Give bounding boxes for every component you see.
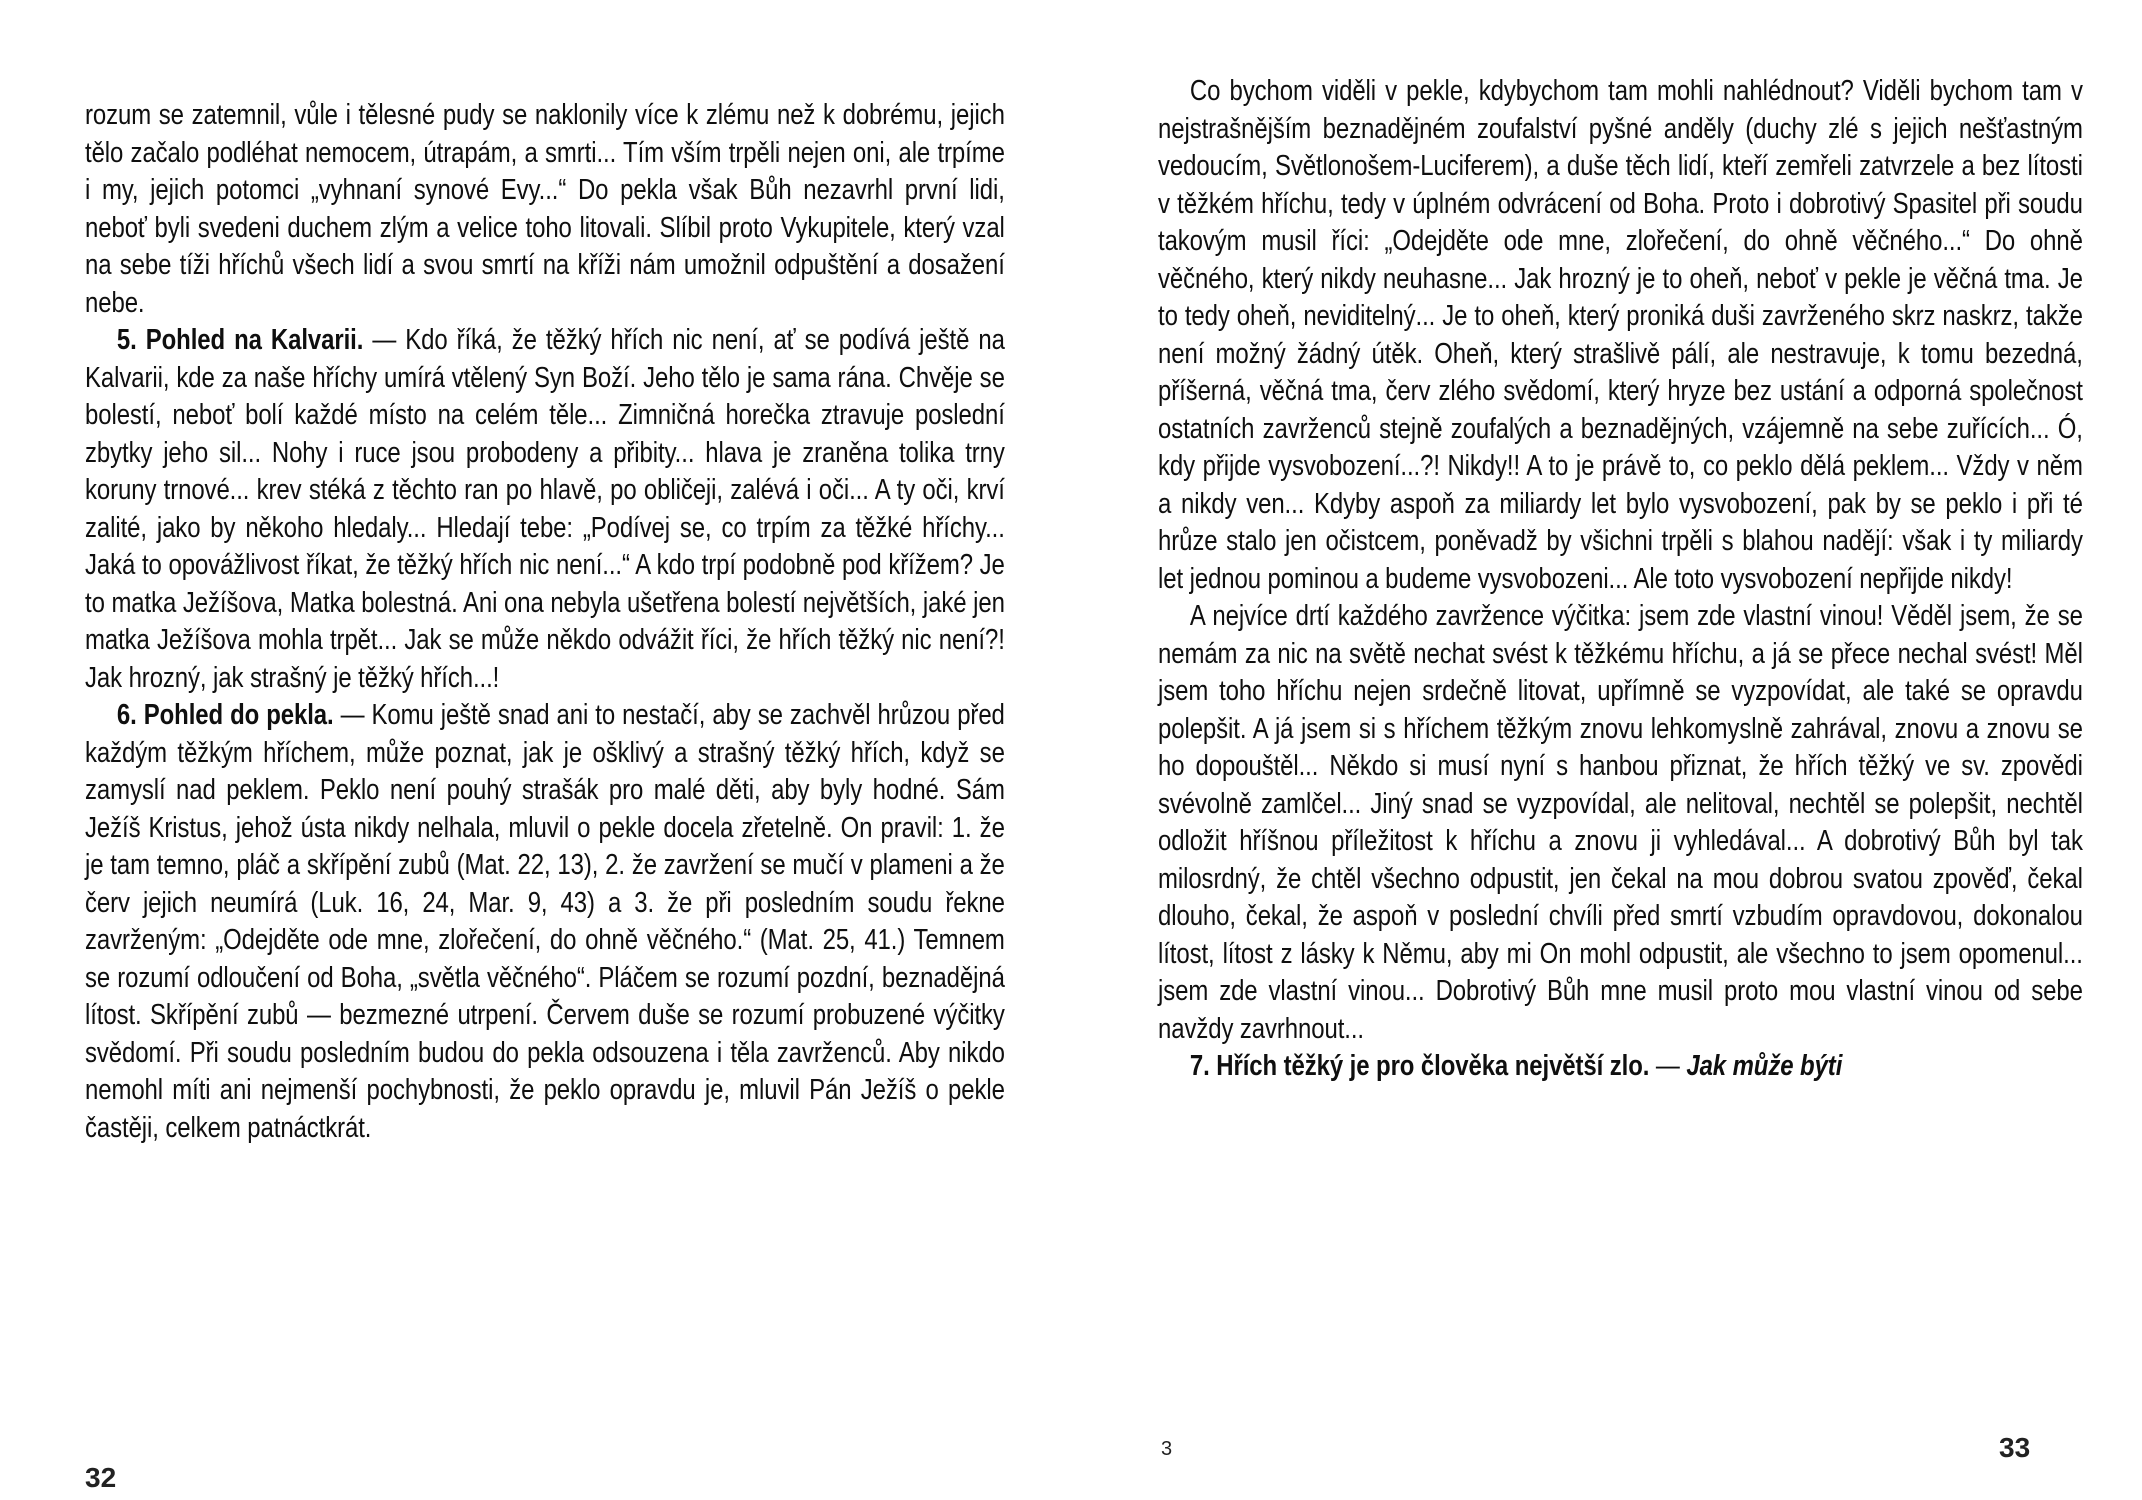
left-page-number: 32 xyxy=(85,1462,117,1493)
section-5-heading: 5. Pohled na Kalvarii. xyxy=(116,324,364,356)
section-6-text: — Komu ještě snad ani to nestačí, aby se zachvěl hrůzou před každým těžkým hříchem, může poznat, jak je ošklivý a strašný těžký hřích, když se zamyslí nad peklem. Peklo není pouhý strašák pro malé děti, aby byly hodné. Sám Ježíš Kristus, jehož ústa nikdy nelhala, mluvil o pekle docela zřetelně. On pravil: 1. že je tam temno, pláč a skřípění zubů (Mat. 22, 13), 2. že zavržení se mučí v plameni a že červ jejich neumírá (Luk. 16, 24, Mar. 9, 43) a 3. že při posledním soudu řekne zavrženým: „Odejděte ode mne, zlořečení, do ohně věčného.“ (Mat. 25, 41.) Temnem se rozumí odloučení od Boha, „světla věčného“. Pláčem se rozumí pozdní, beznadějná lítost. Skřípění zubů — bezmezné utrpení. Červem duše se rozumí probuzené výčitky svědomí. Při soudu posledním budou do pekla odsouzena i těla zavrženců. Aby nikdo nemohl míti ani nejmenší pochybnosti, že peklo opravdu je, mluvil Pán Ježíš o pekle častěji, celkem patnáctkrát. xyxy=(85,699,1005,1144)
left-page-text xyxy=(85,97,1005,1147)
right-page-number: 33 xyxy=(1999,1432,2031,1463)
reproach-paragraph: A nejvíce drtí každého zavržence výčitka: jsem zde vlastní vinou! Věděl jsem, že se nemám za nic na světě nechat svést k těžkému hříchu, a já se přece nechal svést! Měl jsem toho hříchu nejen srdečně litovat, upřímně se vyzpovídat, ale také se opravdu polepšit. A já jsem si s hříchem těžkým znovu lehkomyslně zahrával, znovu a znovu se ho dopouštěl... Někdo si musí nyní s hanbou přiznat, že hřích těžký ve sv. zpovědi svévolně zamlčel... Jiný snad se vyzpovídal, ale nelitoval, nechtěl se polepšit, nechtěl odložit hříšnou příležitost k hříchu a znovu ji vyhledával... A dobrotivý Bůh byl tak milosrdný, že chtěl všechno odpustit, jen čekal na mou dobrou svatou zpověď, čekal dlouho, čekal, že aspoň v poslední chvíli před smrtí vzbudím opravdovou, dokonalou lítost, lítost z lásky k Němu, aby mi On mohl odpustit, ale všechno to jsem opomenul... jsem zde vlastní vinou... Dobrotivý Bůh mne musil proto mou vlastní vinou od sebe navždy zavrhnout... xyxy=(1158,600,2083,1045)
section-6-paragraph xyxy=(85,697,1005,1147)
section-5-text: — Kdo říká, že těžký hřích nic není, ať se podívá ještě na Kalvarii, kde za naše hříchy umírá vtělený Syn Boží. Jeho tělo je sama rána. Chvěje se bolestí, neboť bolí každé místo na celém těle... Zimničná horečka ztravuje poslední zbytky jeho sil... Nohy i ruce jsou probodeny a přibity... hlava je zraněna tolika trny koruny trnové... krev stéká z těchto ran po hlavě, po obličeji, zalévá i oči... A ty oči, krví zalité, jako by někoho hledaly... Hledají tebe: „Podívej se, co trpím za těžké hříchy... Jaká to opovážlivost říkat, že těžký hřích nic není...“ A kdo trpí podobně pod křížem? Je to matka Ježíšova, Matka bolestná. Ani ona nebyla ušetřena bolestí největších, jaké jen matka Ježíšova mohla trpět... Jak se může někdo odvážit říci, že hřích těžký nic není?! Jak hrozný, jak strašný je těžký hřích...! xyxy=(85,324,1005,694)
right-page xyxy=(1071,0,2142,1500)
section-6-heading: 6. Pohled do pekla. xyxy=(116,699,334,731)
section-7-dash: — xyxy=(1649,1050,1687,1082)
paragraph-continuation: rozum se zatemnil, vůle i tělesné pudy se naklonily více k zlému než k dobrému, jejich tělo začalo podléhat nemocem, útrapám, a smrti... Tím vším trpěli nejen oni, ale trpíme i my, jejich potomci „vyhnaní synové Evy...“ Do pekla však Bůh nezavrhl první lidi, neboť byli svedeni duchem zlým a velice toho litovali. Slíbil proto Vykupitele, který vzal na sebe tíži hříchů všech lidí a svou smrtí na kříži nám umožnil odpuštění a dosažení nebe. xyxy=(85,99,1005,319)
printer-signature-mark: 3 xyxy=(1161,1438,1173,1460)
right-page-text xyxy=(1158,73,2083,1086)
section-7-paragraph xyxy=(1158,1048,2083,1086)
section-5-paragraph xyxy=(85,322,1005,697)
section-7-heading: 7. Hřích těžký je pro člověka největší zlo. xyxy=(1189,1050,1650,1082)
section-7-italic-text: Jak může býti xyxy=(1686,1050,1843,1082)
hell-vision-paragraph: Co bychom viděli v pekle, kdybychom tam mohli nahlédnout? Viděli bychom tam v nejstrašnějším beznadějném zoufalství pyšné anděly (duchy zlé s jejich nešťastným vedoucím, Světlonošem-Luciferem), a duše těch lidí, kteří zemřeli zatvrzele a bez lítosti v těžkém hříchu, tedy v úplném odvrácení od Boha. Proto i dobrotivý Spasitel při soudu takovým musil říci: „Odejděte ode mne, zlořečení, do ohně věčného...“ Do ohně věčného, který nikdy neuhasne... Jak hrozný je to oheň, neboť v pekle je věčná tma. Je to tedy oheň, neviditelný... Je to oheň, který proniká duši zavrženého skrz naskrz, takže není možný žádný útěk. Oheň, který strašlivě pálí, ale nestravuje, k tomu bezedná, příšerná, věčná tma, červ zlého svědomí, který hryze bez ustání a odporná společnost ostatních zavrženců stejně zoufalých a beznadějných, vzájemně na sebe zuřících... Ó, kdy přijde vysvobození...?! Nikdy!! A to je právě to, co peklo dělá peklem... Vždy v něm a nikdy ven... Kdyby aspoň za miliardy let bylo vysvobození, pak by se peklo i při té hrůze stalo jen očistcem, poněvadž by všichni trpěli s blahou nadějí: však i ty miliardy let jednou pominou a budeme vysvobozeni... Ale toto vysvobození nepřijde nikdy! xyxy=(1158,75,2083,595)
